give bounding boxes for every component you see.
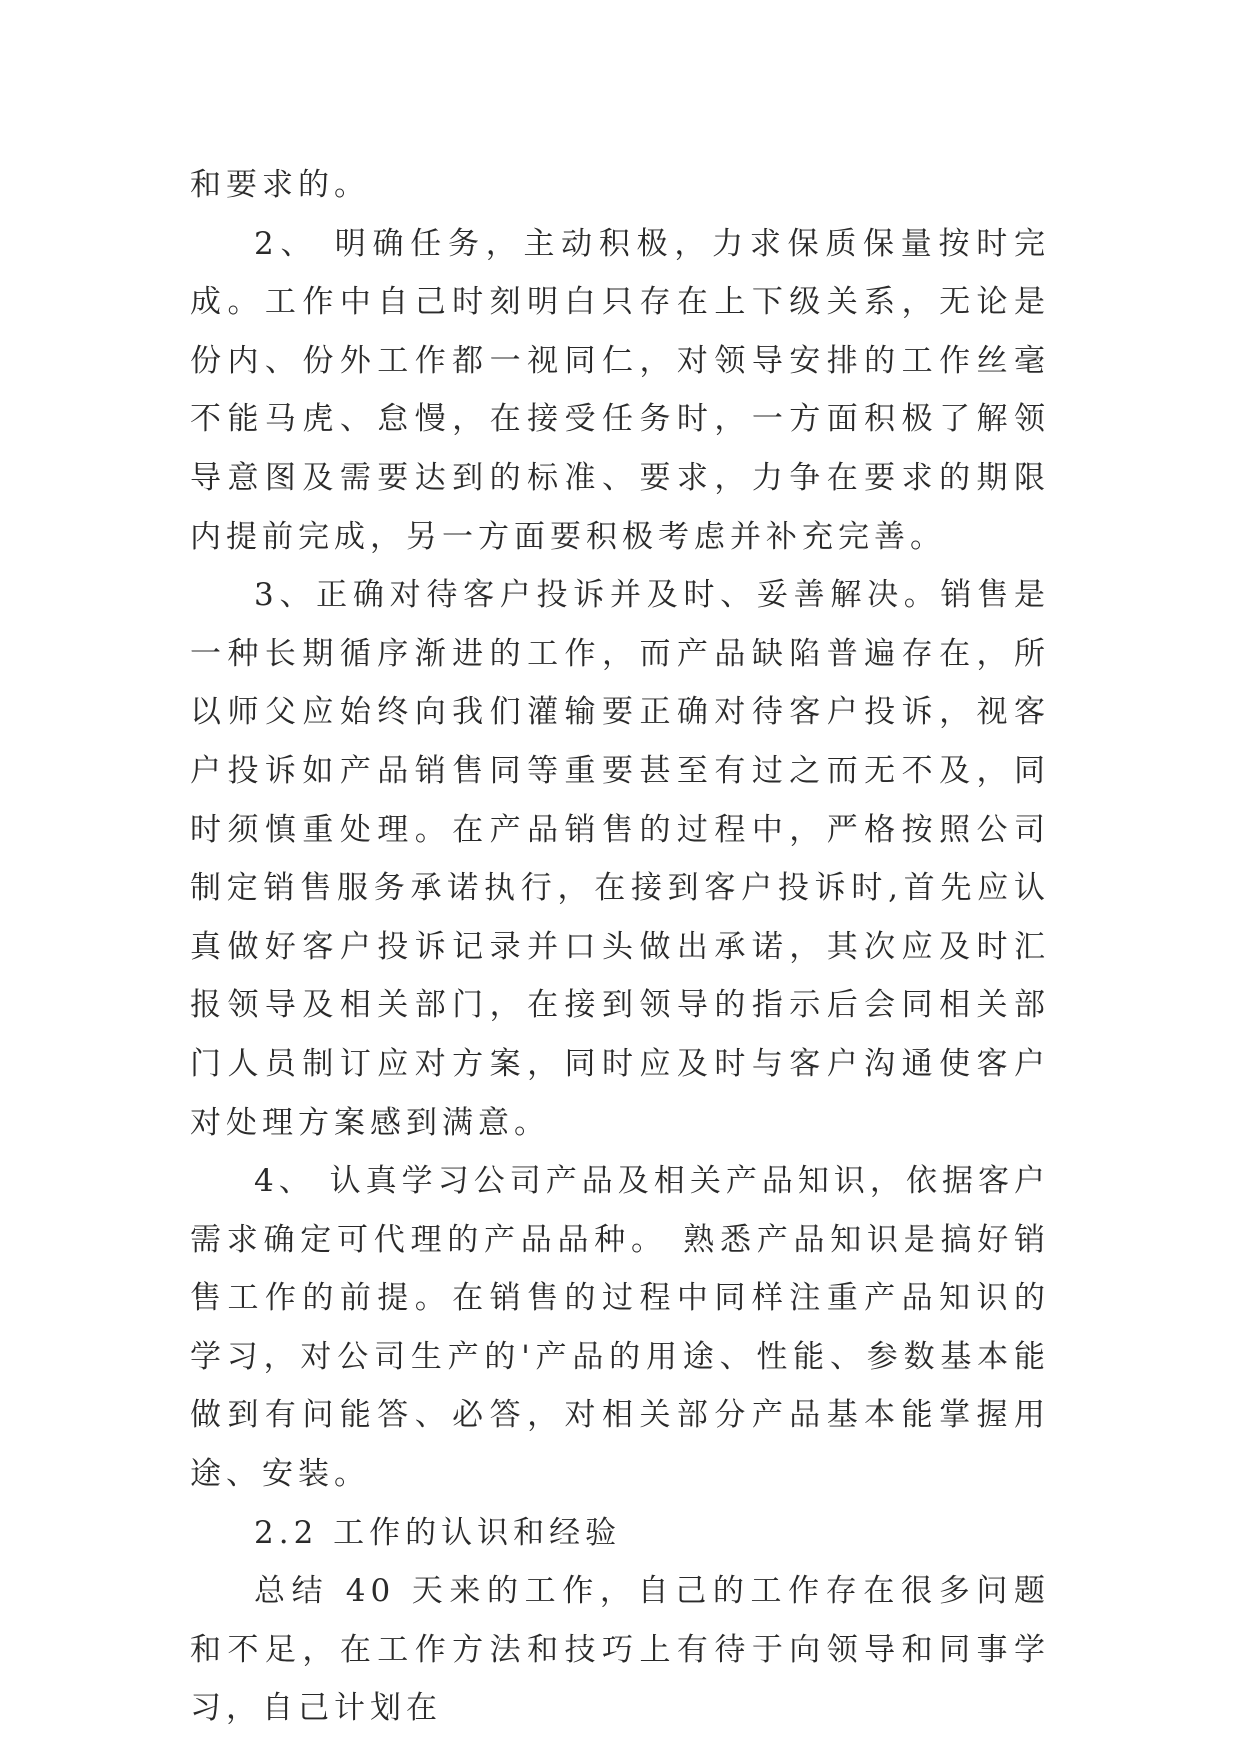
- paragraph-item-4: 4、 认真学习公司产品及相关产品知识，依据客户需求确定可代理的产品品种。 熟悉产品知识是搞好销售工作的前提。在销售的过程中同样注重产品知识的学习，对公司生产的'产品的用途、性能、参数基本能做到有问能答、必答，对相关部分产品基本能掌握用途、安装。: [190, 1163, 1050, 1493]
- paragraph-item-3: 3、正确对待客户投诉并及时、妥善解决。销售是一种长期循序渐进的工作，而产品缺陷普遍存在，所以师父应始终向我们灌输要正确对待客户投诉，视客户投诉如产品销售同等重要甚至有过之而无不及，同时须慎重处理。在产品销售的过程中，严格按照公司制定销售服务承诺执行，在接到客户投诉时,首先应认真做好客户投诉记录并口头做出承诺，其次应及时汇报领导及相关部门，在接到领导的指示后会同相关部门人员制订应对方案，同时应及时与客户沟通使客户对处理方案感到满意。: [190, 577, 1050, 1141]
- document-body: [190, 156, 1050, 1738]
- paragraph-summary: 总结 40 天来的工作，自己的工作存在很多问题和不足，在工作方法和技巧上有待于向领导和同事学习，自己计划在: [190, 1573, 1050, 1727]
- paragraph-item-2: 2、 明确任务，主动积极，力求保质保量按时完成。工作中自己时刻明白只存在上下级关系，无论是份内、份外工作都一视同仁，对领导安排的工作丝毫不能马虎、怠慢，在接受任务时，一方面积极了解领导意图及需要达到的标准、要求，力争在要求的期限内提前完成，另一方面要积极考虑并补充完善。: [190, 225, 1050, 555]
- paragraph-continuation: 和要求的。: [190, 167, 370, 203]
- section-heading-2-2: 2.2 工作的认识和经验: [254, 1514, 622, 1551]
